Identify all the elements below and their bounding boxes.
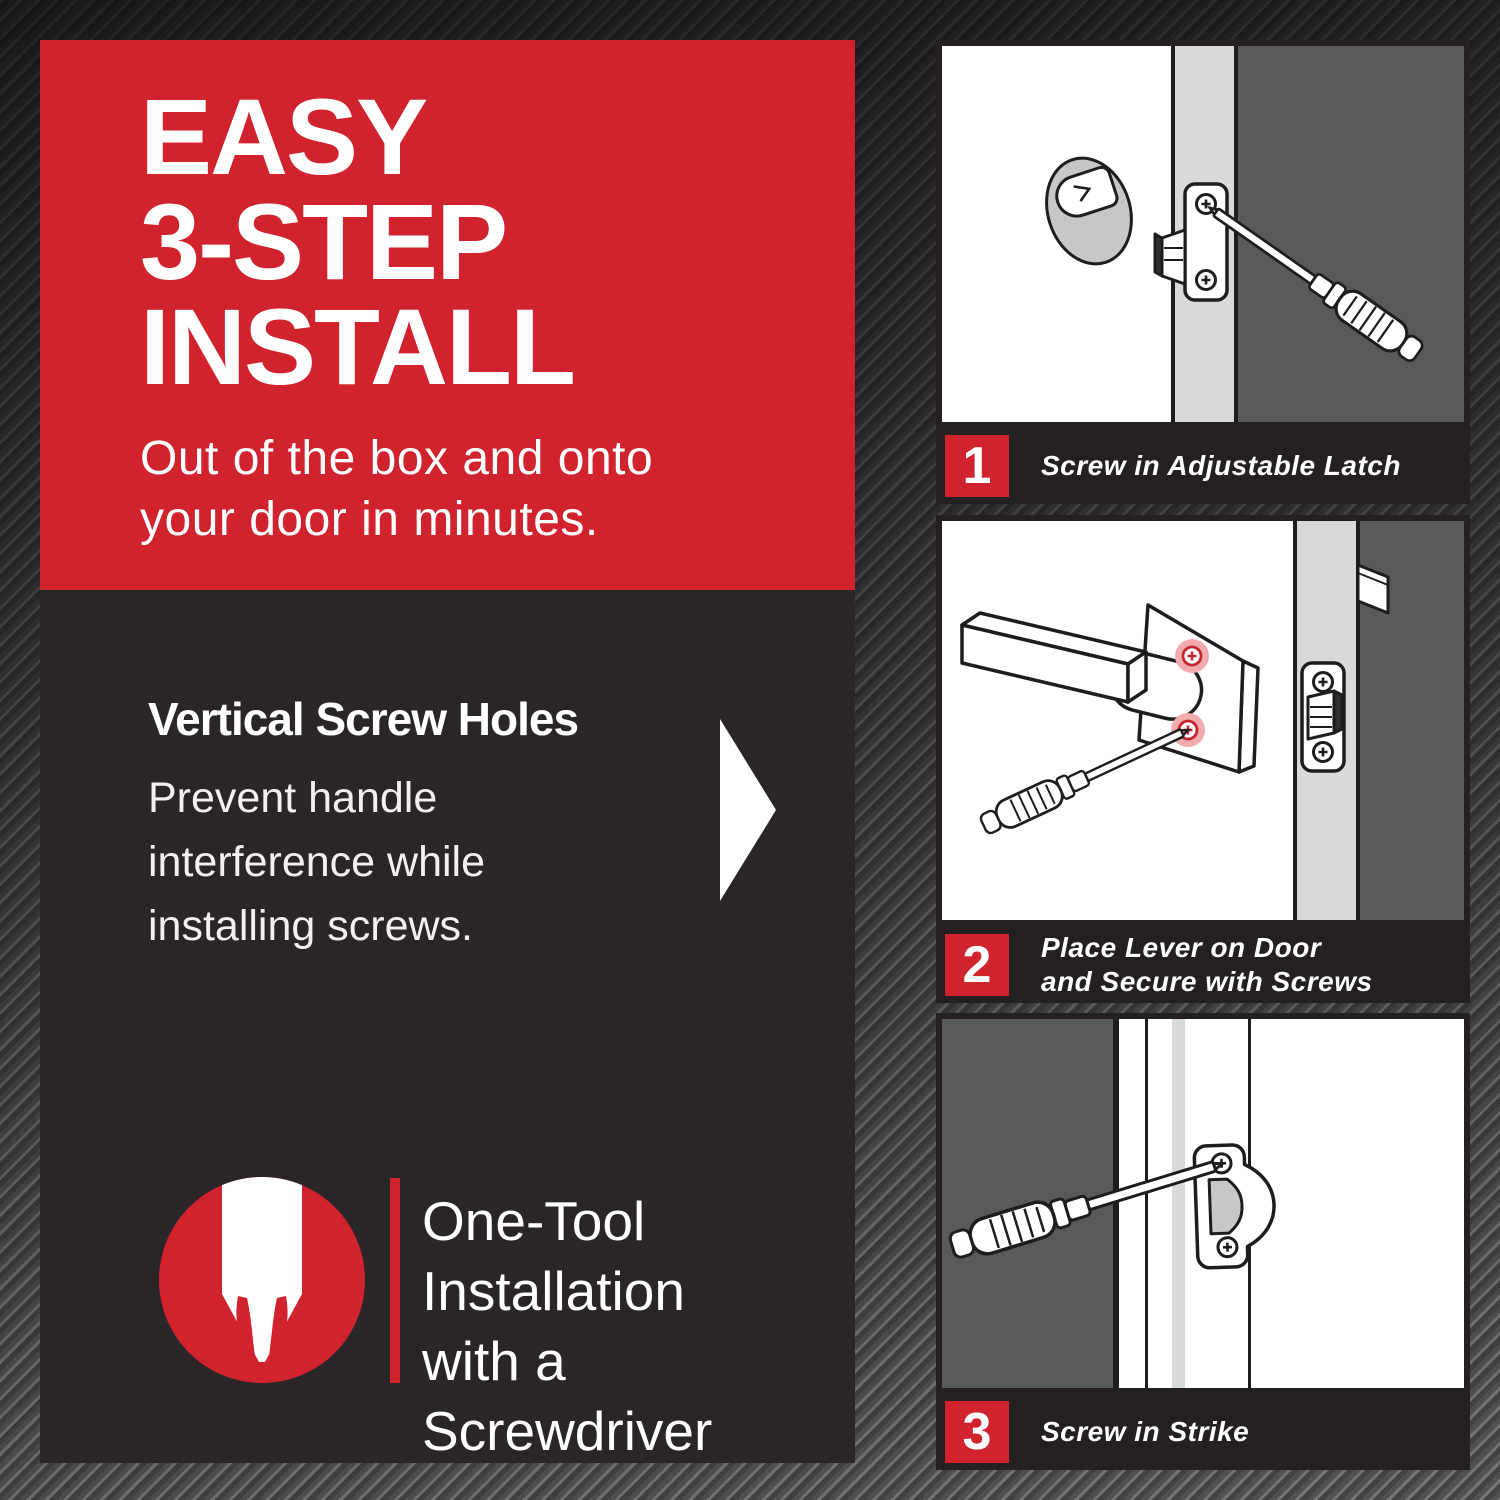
headline-line: EASY: [140, 76, 427, 197]
vertical-divider: [390, 1178, 400, 1383]
feature-title: Vertical Screw Holes: [148, 693, 579, 745]
one-tool-line: Screwdriver: [422, 1400, 713, 1462]
headline-line: INSTALL: [140, 286, 574, 407]
one-tool-line: Installation: [422, 1260, 685, 1322]
feature-description-line: interference while: [148, 838, 486, 886]
caption-line: Screw in Strike: [1041, 1416, 1250, 1447]
step1-illustration: [942, 46, 1464, 422]
subtitle: [140, 428, 653, 550]
latch-faceplate: [1302, 663, 1344, 771]
step-card-2: [936, 515, 1470, 1003]
step-number: 3: [962, 1403, 992, 1461]
step-number: 1: [962, 437, 992, 495]
step-number-badge: [945, 934, 1009, 996]
step-caption-bar: [936, 428, 1470, 504]
step-caption-bar: [936, 927, 1470, 1003]
feature-description: [148, 766, 485, 958]
step-caption: [1041, 449, 1401, 483]
one-tool-text: [422, 1186, 712, 1466]
screw-highlight-top: [1175, 639, 1209, 673]
step-caption-bar: [936, 1394, 1470, 1470]
step-caption: [1041, 1415, 1249, 1449]
step2-illustration: [942, 521, 1464, 920]
subtitle-line: your door in minutes.: [140, 493, 599, 546]
caption-line: Place Lever on Door: [1041, 932, 1322, 963]
left-panel: [40, 40, 855, 1463]
step-number-badge: [945, 1401, 1009, 1463]
step-number: 2: [962, 936, 992, 994]
caption-line: Screw in Adjustable Latch: [1041, 450, 1401, 481]
red-header: [40, 40, 855, 590]
phillips-screwdriver-tip-icon: [158, 1176, 366, 1384]
feature-description-line: installing screws.: [148, 902, 473, 950]
step-caption: [1041, 931, 1373, 999]
step-card-1: [936, 40, 1470, 504]
one-tool-line: with a: [422, 1330, 566, 1392]
feature-description-line: Prevent handle: [148, 774, 438, 822]
page-title: [140, 76, 574, 407]
right-arrow-icon: [720, 719, 776, 901]
step3-illustration: [942, 1019, 1464, 1388]
one-tool-line: One-Tool: [422, 1190, 646, 1252]
headline-line: 3-STEP: [140, 181, 507, 302]
subtitle-line: Out of the box and onto: [140, 432, 654, 485]
caption-line: and Secure with Screws: [1041, 966, 1373, 997]
step-card-3: [936, 1013, 1470, 1470]
step-number-badge: [945, 435, 1009, 497]
